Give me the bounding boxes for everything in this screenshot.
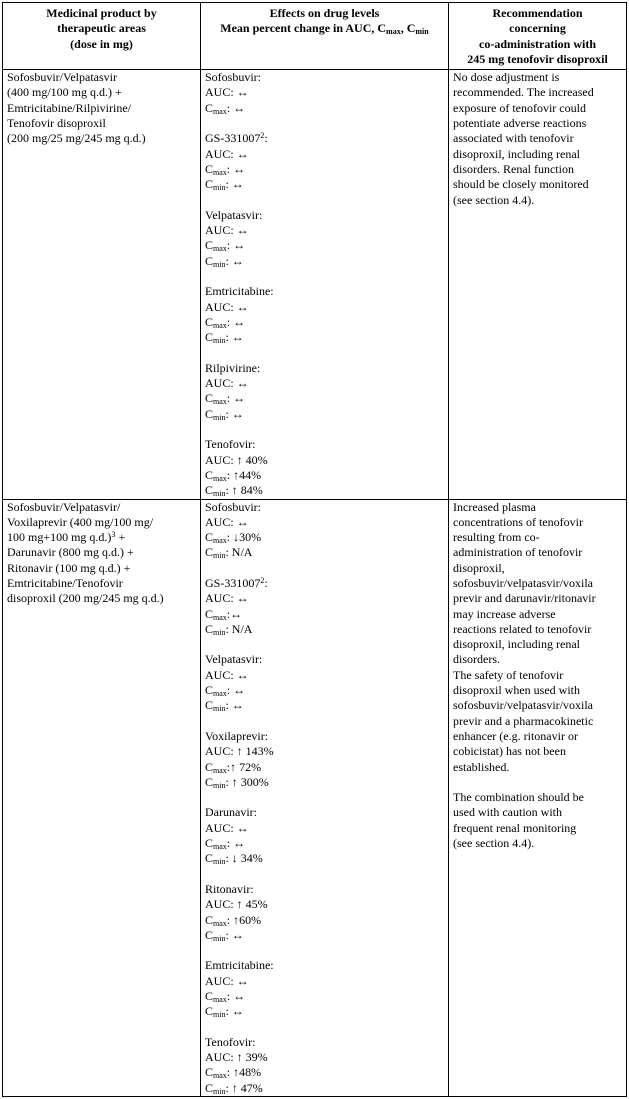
pk-subscript: max (213, 536, 227, 546)
pk-value: : ↑44% (226, 467, 262, 482)
pk-label: AUC (205, 591, 231, 606)
recommendation-line: previr and darunavir/ritonavir (453, 591, 596, 606)
drug-name-text: Voxilaprevir: (205, 728, 269, 743)
drug-name (205, 805, 444, 820)
pk-subscript: min (213, 1086, 226, 1096)
product-text: disoproxil (200 mg/245 mg q.d.) (7, 591, 164, 606)
recommendation-line: Increased plasma (453, 499, 536, 514)
recommendation-line: established. (453, 759, 510, 774)
pk-parameter (205, 913, 444, 928)
pk-parameter (205, 468, 444, 483)
pk-value: : ↔ (226, 238, 246, 253)
pk-value: : ↑ 45% (230, 897, 268, 912)
drug-effect-block (205, 729, 444, 790)
product-line (7, 561, 196, 576)
drug-effect-block (205, 131, 444, 192)
effects-cell (201, 70, 449, 499)
header-product-line: therapeutic areas (57, 21, 146, 36)
pk-value: : ↑60% (226, 912, 262, 927)
pk-subscript: min (213, 183, 226, 193)
pk-parameter (205, 147, 444, 162)
footnote-ref: 3 (111, 530, 116, 540)
drug-name-text: Emtricitabine: (205, 958, 274, 973)
pk-label: C (205, 100, 214, 115)
header-rec-line: Recommendation (492, 6, 583, 20)
pk-label: C (205, 774, 214, 789)
pk-subscript: max (213, 1071, 227, 1081)
pk-value: : ↑ 143% (230, 744, 274, 759)
pk-value: : ↔ (226, 161, 246, 176)
pk-subscript: min (213, 336, 226, 346)
pk-subscript: max (213, 167, 227, 177)
interaction-table (2, 2, 627, 1097)
recommendation-line: disoproxil when used with (453, 683, 580, 698)
pk-subscript: min (213, 489, 226, 499)
pk-subscript: max (213, 842, 227, 852)
product-line (7, 85, 196, 100)
pk-subscript: max (213, 106, 227, 116)
pk-label: AUC (205, 85, 231, 100)
pk-label: C (205, 391, 214, 406)
pk-value: : ↑ 47% (225, 1080, 263, 1095)
pk-label: C (205, 1004, 214, 1019)
recommendation-paragraph (453, 70, 622, 208)
drug-name-text: GS-331007 (205, 131, 261, 146)
pk-parameter (205, 162, 444, 177)
recommendation-line: disoproxil, including renal (453, 146, 580, 161)
pk-label: C (205, 989, 214, 1003)
pk-subscript: max (213, 765, 227, 775)
recommendation-paragraph (453, 500, 622, 775)
pk-value: : ↑48% (226, 1065, 262, 1080)
pk-parameter (205, 974, 444, 989)
recommendation-line: used with caution with (453, 805, 562, 820)
pk-parameter (205, 698, 444, 713)
pk-value: : ↔ (226, 391, 246, 406)
pk-label: C (205, 530, 214, 545)
pk-subscript: max (213, 320, 227, 330)
pk-label: AUC (205, 452, 231, 467)
pk-value: : N/A (225, 545, 253, 560)
pk-label: C (205, 912, 214, 927)
pk-subscript: min (213, 780, 226, 790)
product-text: Voxilaprevir (400 mg/100 mg/ (7, 514, 154, 529)
table-row (3, 70, 627, 499)
pk-parameter (205, 775, 444, 790)
recommendation-line: previr and a pharmacokinetic (453, 713, 594, 728)
pk-parameter (205, 836, 444, 851)
product-line (7, 591, 196, 606)
pk-parameter (205, 897, 444, 912)
drug-name-text: Ritonavir: (205, 881, 254, 896)
pk-value: : ↔ (225, 927, 244, 942)
pk-parameter (205, 315, 444, 330)
footnote-ref: 2 (260, 575, 265, 585)
pk-parameter (205, 989, 444, 1004)
pk-label: AUC (205, 146, 231, 161)
pk-label: C (205, 606, 214, 621)
recommendation-line: exposure of tenofovir could (453, 100, 586, 115)
pk-value: : ↔ (230, 299, 249, 314)
pk-value: : ↔ (230, 223, 249, 238)
drug-name-text: Rilpivirine: (205, 360, 261, 375)
pk-parameter (205, 591, 444, 606)
pk-label: AUC (205, 376, 231, 391)
drug-name (205, 729, 444, 744)
pk-label: C (205, 621, 214, 636)
header-product-line: Medicinal product by (46, 6, 157, 20)
pk-parameter (205, 238, 444, 253)
drug-name (205, 1035, 444, 1050)
header-product-line: (dose in mg) (70, 36, 133, 51)
pk-label: AUC (205, 973, 231, 988)
pk-value: : ↓30% (226, 530, 262, 545)
pk-value: : ↔ (225, 406, 244, 421)
pk-parameter (205, 760, 444, 775)
pk-label: C (205, 851, 214, 866)
recommendation-line: (see section 4.4). (453, 836, 535, 851)
drug-effect-block (205, 70, 444, 116)
drug-name-text: Emtricitabine: (205, 284, 274, 299)
recommendation-line: concentrations of tenofovir (453, 514, 583, 529)
drug-name (205, 131, 444, 146)
pk-label: C (205, 238, 214, 253)
pk-value: : ↔ (225, 1004, 244, 1019)
drug-name-suffix: : (264, 131, 268, 146)
recommendation-line: administration of tenofovir (453, 545, 583, 560)
drug-effect-block (205, 652, 444, 713)
pk-parameter (205, 928, 444, 943)
pk-value: : ↔ (230, 667, 249, 682)
pk-value: : ↑ 300% (225, 774, 269, 789)
pk-parameter (205, 330, 444, 345)
product-line (7, 101, 196, 116)
recommendation-line: recommended. The increased (453, 85, 594, 100)
recommendation-line: reactions related to tenofovir (453, 621, 592, 636)
pk-subscript: min (213, 1010, 226, 1020)
drug-effect-block (205, 500, 444, 561)
pk-value: : ↔ (226, 314, 246, 329)
pk-value: :↔ (226, 606, 243, 621)
product-line (7, 500, 196, 515)
recommendation-line: sofosbuvir/velpatasvir/voxila (453, 698, 593, 713)
recommendation-line: disoproxil, including renal (453, 637, 580, 652)
drug-name-text: Darunavir: (205, 805, 257, 820)
pk-label: C (205, 545, 214, 560)
pk-parameter (205, 821, 444, 836)
pk-parameter (205, 177, 444, 192)
drug-effect-block (205, 208, 444, 269)
pk-label: AUC (205, 223, 231, 238)
header-recommendation (449, 3, 627, 70)
drug-name (205, 882, 444, 897)
pk-parameter (205, 622, 444, 637)
pk-value: : ↓ 34% (225, 851, 263, 866)
pk-label: C (205, 177, 214, 192)
product-text: Emtricitabine/Rilpivirine/ (7, 100, 131, 115)
pk-label: C (205, 406, 214, 421)
recommendation-line: disorders. (453, 652, 500, 667)
drug-effect-block (205, 576, 444, 637)
drug-name-text: Velpatasvir: (205, 652, 263, 667)
product-text: Sofosbuvir/Velpatasvir/ (7, 499, 121, 514)
pk-value: : N/A (225, 621, 253, 636)
product-text: + (115, 530, 126, 545)
drug-name-text: Tenofovir: (205, 437, 256, 452)
recommendation-line: resulting from co- (453, 530, 540, 545)
pk-label: C (205, 253, 214, 268)
pk-subscript: min (213, 412, 226, 422)
header-rec-line: co-administration with (479, 36, 596, 51)
drug-name-text: Sofosbuvir: (205, 499, 262, 514)
pk-value: : ↔ (230, 376, 249, 391)
recommendation-line: associated with tenofovir (453, 131, 574, 146)
recommendation-line: may increase adverse (453, 606, 556, 621)
pk-value: : ↔ (230, 591, 249, 606)
drug-name (205, 576, 444, 591)
pk-label: AUC (205, 744, 231, 759)
pk-subscript: max (213, 995, 227, 1004)
pk-parameter (205, 1004, 444, 1019)
pk-label: C (205, 161, 214, 176)
pk-label: C (205, 698, 214, 713)
pk-label: AUC (205, 1050, 231, 1065)
pk-subscript: max (213, 473, 227, 483)
recommendation-line: should be closely monitored (453, 177, 589, 192)
product-cell (3, 499, 201, 1097)
pk-value: : ↑ 39% (230, 1050, 268, 1065)
drug-name-text: Sofosbuvir: (205, 70, 262, 85)
pk-label: AUC (205, 820, 231, 835)
product-line (7, 576, 196, 591)
pk-value: : ↔ (230, 820, 249, 835)
drug-effect-block (205, 882, 444, 943)
pk-parameter (205, 483, 444, 498)
pk-subscript: max (213, 918, 227, 928)
product-line (7, 545, 196, 560)
effects-cell (201, 499, 449, 1097)
pk-parameter (205, 607, 444, 622)
pk-label: C (205, 467, 214, 482)
product-line (7, 116, 196, 131)
recommendation-line: No dose adjustment is (453, 70, 560, 85)
drug-effect-block (205, 437, 444, 498)
pk-parameter (205, 407, 444, 422)
pk-value: : ↔ (225, 177, 244, 192)
pk-label: AUC (205, 514, 231, 529)
drug-name (205, 70, 444, 85)
pk-value: : ↔ (225, 253, 244, 268)
pk-value: : ↔ (230, 146, 249, 161)
product-text: Darunavir (800 mg q.d.) + (7, 545, 134, 560)
recommendation-line: (see section 4.4). (453, 192, 535, 207)
header-effects (201, 3, 449, 70)
product-text: 100 mg+100 mg q.d.) (7, 530, 112, 545)
pk-label: C (205, 483, 214, 498)
recommendation-line: enhancer (e.g. ritonavir or (453, 728, 578, 743)
product-line (7, 131, 196, 146)
recommendation-cell (449, 70, 627, 499)
pk-parameter (205, 1081, 444, 1096)
recommendation-line: frequent renal monitoring (453, 820, 577, 835)
pk-subscript: min (213, 551, 226, 561)
pk-parameter (205, 101, 444, 116)
header-row (3, 3, 627, 70)
pk-value: : ↔ (225, 698, 244, 713)
pk-label: AUC (205, 897, 231, 912)
pk-parameter (205, 545, 444, 560)
pk-subscript: max (213, 612, 227, 622)
pk-subscript: min (213, 259, 226, 269)
pk-label: C (205, 759, 214, 774)
recommendation-paragraph (453, 790, 622, 851)
pk-parameter (205, 1065, 444, 1080)
pk-label: AUC (205, 667, 231, 682)
product-text: (400 mg/100 mg q.d.) + (7, 85, 122, 100)
pk-value: : ↔ (230, 514, 249, 529)
pk-subscript: min (213, 627, 226, 637)
pk-value: : ↔ (230, 973, 249, 988)
pk-parameter (205, 668, 444, 683)
pk-parameter (205, 1050, 444, 1065)
pk-value: : ↑ 40% (230, 452, 268, 467)
pk-label: C (205, 927, 214, 942)
recommendation-line: The safety of tenofovir (453, 667, 564, 682)
recommendation-line: sofosbuvir/velpatasvir/voxila (453, 575, 593, 590)
pk-value: : ↔ (230, 85, 249, 100)
product-line (7, 70, 196, 85)
pk-parameter (205, 300, 444, 315)
drug-effect-block (205, 361, 444, 422)
drug-name (205, 208, 444, 223)
pk-label: C (205, 1065, 214, 1080)
pk-parameter (205, 254, 444, 269)
header-effects-line: Effects on drug levels (269, 6, 380, 20)
recommendation-line: The combination should be (453, 790, 584, 805)
pk-parameter (205, 453, 444, 468)
product-text: (200 mg/25 mg/245 mg q.d.) (7, 131, 146, 146)
recommendation-line: disorders. Renal function (453, 161, 574, 176)
drug-name (205, 958, 444, 973)
header-rec-line: concerning (509, 21, 566, 36)
pk-subscript: min (213, 933, 226, 943)
pk-parameter (205, 851, 444, 866)
recommendation-line: potentiate adverse reactions (453, 116, 587, 131)
pk-value: :↑ 72% (226, 759, 262, 774)
product-text: Emtricitabine/Tenofovir (7, 575, 123, 590)
recommendation-line: disoproxil, (453, 560, 505, 575)
drug-name (205, 500, 444, 515)
recommendation-line: cobicistat) has not been (453, 744, 566, 759)
pk-label: AUC (205, 299, 231, 314)
drug-name-text: GS-331007 (205, 575, 261, 590)
pk-parameter (205, 223, 444, 238)
pk-subscript: min (213, 704, 226, 714)
pk-value: : ↔ (226, 683, 246, 698)
pk-parameter (205, 744, 444, 759)
pk-label: C (205, 836, 214, 851)
drug-effect-block (205, 805, 444, 866)
recommendation-cell (449, 499, 627, 1097)
pk-parameter (205, 391, 444, 406)
pk-parameter (205, 376, 444, 391)
pk-parameter (205, 515, 444, 530)
pk-parameter (205, 85, 444, 100)
product-line (7, 530, 196, 545)
pk-value: : ↔ (226, 989, 246, 1003)
pk-label: C (205, 683, 214, 698)
table-row (3, 499, 627, 1097)
drug-name (205, 437, 444, 452)
drug-name (205, 652, 444, 667)
header-rec-line: 245 mg tenofovir disoproxil (467, 51, 608, 66)
pk-subscript: min (213, 857, 226, 867)
pk-label: C (205, 330, 214, 345)
product-text: Ritonavir (100 mg q.d.) + (7, 560, 131, 575)
drug-name (205, 361, 444, 376)
pk-label: C (205, 314, 214, 329)
header-product (3, 3, 201, 70)
pk-value: : ↔ (226, 836, 246, 851)
pk-subscript: max (213, 244, 227, 254)
pk-label: C (205, 1080, 214, 1095)
drug-effect-block (205, 958, 444, 1019)
pk-parameter (205, 530, 444, 545)
product-line (7, 515, 196, 530)
header-effects-line: Mean percent change in AUC, $C_{max}$, $C_{min}$ (220, 21, 429, 37)
drug-name-text: Velpatasvir: (205, 207, 263, 222)
footnote-ref: 2 (260, 131, 265, 141)
pk-value: : ↔ (225, 330, 244, 345)
pk-value: : ↑ 84% (225, 483, 263, 498)
product-text: Tenofovir disoproxil (7, 116, 106, 131)
drug-name-suffix: : (264, 575, 268, 590)
drug-name (205, 284, 444, 299)
drug-name-text: Tenofovir: (205, 1034, 256, 1049)
pk-subscript: max (213, 397, 227, 407)
pk-parameter (205, 683, 444, 698)
product-cell (3, 70, 201, 499)
product-text: Sofosbuvir/Velpatasvir (7, 70, 117, 85)
pk-value: : ↔ (226, 100, 246, 115)
pk-subscript: max (213, 689, 227, 699)
drug-effect-block (205, 284, 444, 345)
drug-effect-block (205, 1035, 444, 1096)
